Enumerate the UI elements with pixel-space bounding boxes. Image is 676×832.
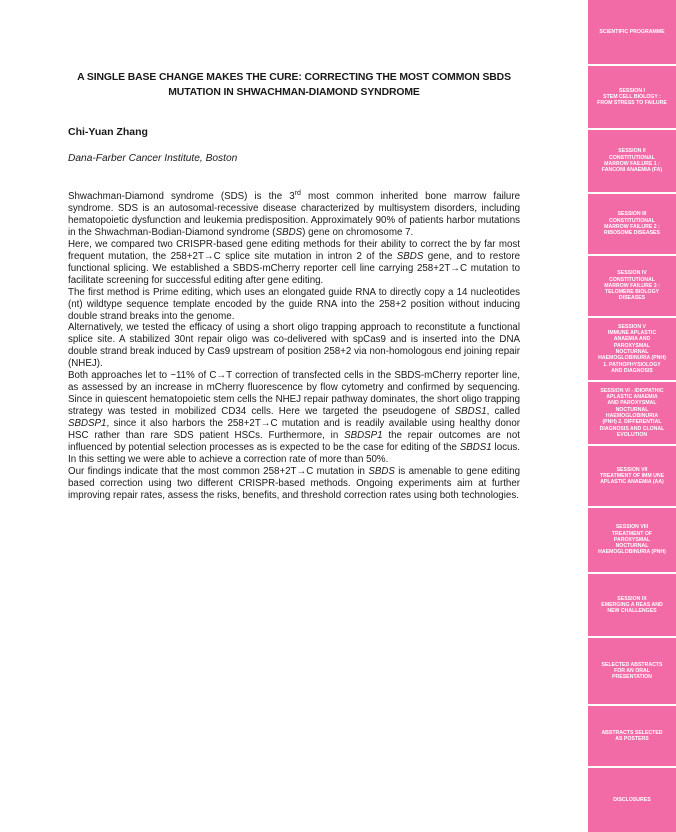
sidebar-item-session-7[interactable]: SESSION VII TREATMENT OF IMM UNE APLASTIC ANAEMIA (AA): [588, 446, 676, 508]
sidebar-item-session-8[interactable]: SESSION VIII TREATMENT OF PAROXYSMAL NOCTURNAL HAEMOGLOBINURIA (PNH): [588, 508, 676, 574]
sidebar-item-session-5[interactable]: SESSION V IMMUNE APLASTIC ANAEMIA AND PAROXYSMAL NOCTURNAL HAEMOGLOBINURIA (PNH) 1. PATHOPHYSIOLOGY AND DIAGNOSIS: [588, 318, 676, 382]
programme-sidebar: [588, 0, 676, 832]
paragraph-6: Our findings indicate that the most common 258+2T→C mutation in SBDS is amenable to gene editing based correction using two different CRISPR-based methods. Ongoing experiments aim at further improving repair rates, assess the risks, benefits, and threshold correction rates using both technologies.: [68, 465, 520, 501]
sidebar-item-selected-abstracts-oral[interactable]: SELECTED ABSTRACTS FOR AN ORAL PRESENTATION: [588, 638, 676, 706]
sidebar-item-session-1[interactable]: SESSION I STEM CELL BIOLOGY : FROM STRESS TO FAILURE: [588, 66, 676, 130]
paragraph-4: Alternatively, we tested the efficacy of using a short oligo trapping approach to reconstitute a functional splice site. A stabilized 30nt repair oligo was co-delivered with spCas9 and is inserted into the DNA double strand break induced by Cas9 upstream of position 258+2 via non-homologous end joining repair (NHEJ).: [68, 322, 520, 370]
paragraph-2: Here, we compared two CRISPR-based gene editing methods for their ability to correct the by far most frequent mutation, the 258+2T→C splice site mutation in intron 2 of the SBDS gene, and to restore functional splicing. We established a SBDS-mCherry reporter cell line carrying 258+2T→C mutation to facilitate screening for successful editing after gene editing.: [68, 238, 521, 286]
sidebar-item-session-6[interactable]: SESSION VI - IDIOPATHIC APLASTIC ANAEMIA AND PAROXYSMAL NOCTURNAL HAEMOGLOBINURIA (PNH) 2. DIFFERENTIAL DIAGNOSIS AND CLONAL EVOLUTION: [588, 382, 676, 446]
paragraph-3: The first method is Prime editing, which uses an elongated guide RNA to directly copy a 14 nucleotides (nt) wildtype sequence template encoded by the guide RNA into the 258+2 position without inducing double strand breaks into the genome.: [68, 286, 520, 322]
author-name: Chi-Yuan Zhang: [68, 126, 148, 138]
paragraph-5: Both approaches let to ~11% of C→T correction of transfected cells in the SBDS-mCherry reporter line, as assessed by an increase in mCherry fluorescence by flow cytometry and confirmed by sequencing. Since in quiescent hematopoietic stem cells the NHEJ repair pathway dominates, the short oligo trapping strategy was tested in mobilized CD34 cells. Here we targeted the pseudogene of SBDS1, called SBDSP1, since it also harbors the 258+2T→C mutation and is readily available using healthy donor HSC rather than rare SDS patient HSCs. Furthermore, in SBDSP1 the repair outcomes are not influenced by potential selection processes as is expected to be the case for editing of the SBDS1 locus. In this setting we were able to achieve a correction rate of more than 50%.: [68, 370, 520, 465]
abstract-title: A SINGLE BASE CHANGE MAKES THE CURE: CORRECTING THE MOST COMMON SBDS MUTATION IN SHWACHMAN-DIAMOND SYNDROME: [77, 72, 511, 98]
author-affiliation: Dana-Farber Cancer Institute, Boston: [68, 153, 238, 164]
sidebar-item-session-4[interactable]: SESSION IV CONSTITUTIONAL MARROW FAILURE 3 : TELOMERE BIOLOGY DISEASES: [588, 256, 676, 318]
sidebar-item-session-3[interactable]: SESSION III CONSTITUTIONAL MARROW FAILURE 2 : RIBOSOME DISEASES: [588, 194, 676, 256]
paragraph-1: Shwachman-Diamond syndrome (SDS) is the 3rd most common inherited bone marrow failure syndrome. SDS is an autosomal-recessive disease characterized by multisystem disorders, including hematopoietic dysfunction and leukemia predisposition. Approximately 90% of patients harbor mutations in the Shwachman-Bodian-Diamond syndrome (SBDS) gene on chromosome 7.: [68, 189, 520, 238]
sidebar-item-disclosures[interactable]: DISCLOSURES: [613, 796, 651, 803]
abstract-body: [68, 191, 520, 502]
sidebar-item-scientific-programme[interactable]: SCIENTIFIC PROGRAMME: [588, 0, 676, 66]
sidebar-item-session-9[interactable]: SESSION IX EMERGING A REAS AND NEW CHALLENGES: [588, 574, 676, 638]
sidebar-item-abstracts-posters[interactable]: ABSTRACTS SELECTED AS POSTERS: [588, 706, 676, 768]
abstract-document: [68, 0, 520, 832]
sidebar-item-session-2[interactable]: SESSION II CONSTITUTIONAL MARROW FAILURE 1 : FANCONI ANAEMIA (FA): [588, 130, 676, 194]
